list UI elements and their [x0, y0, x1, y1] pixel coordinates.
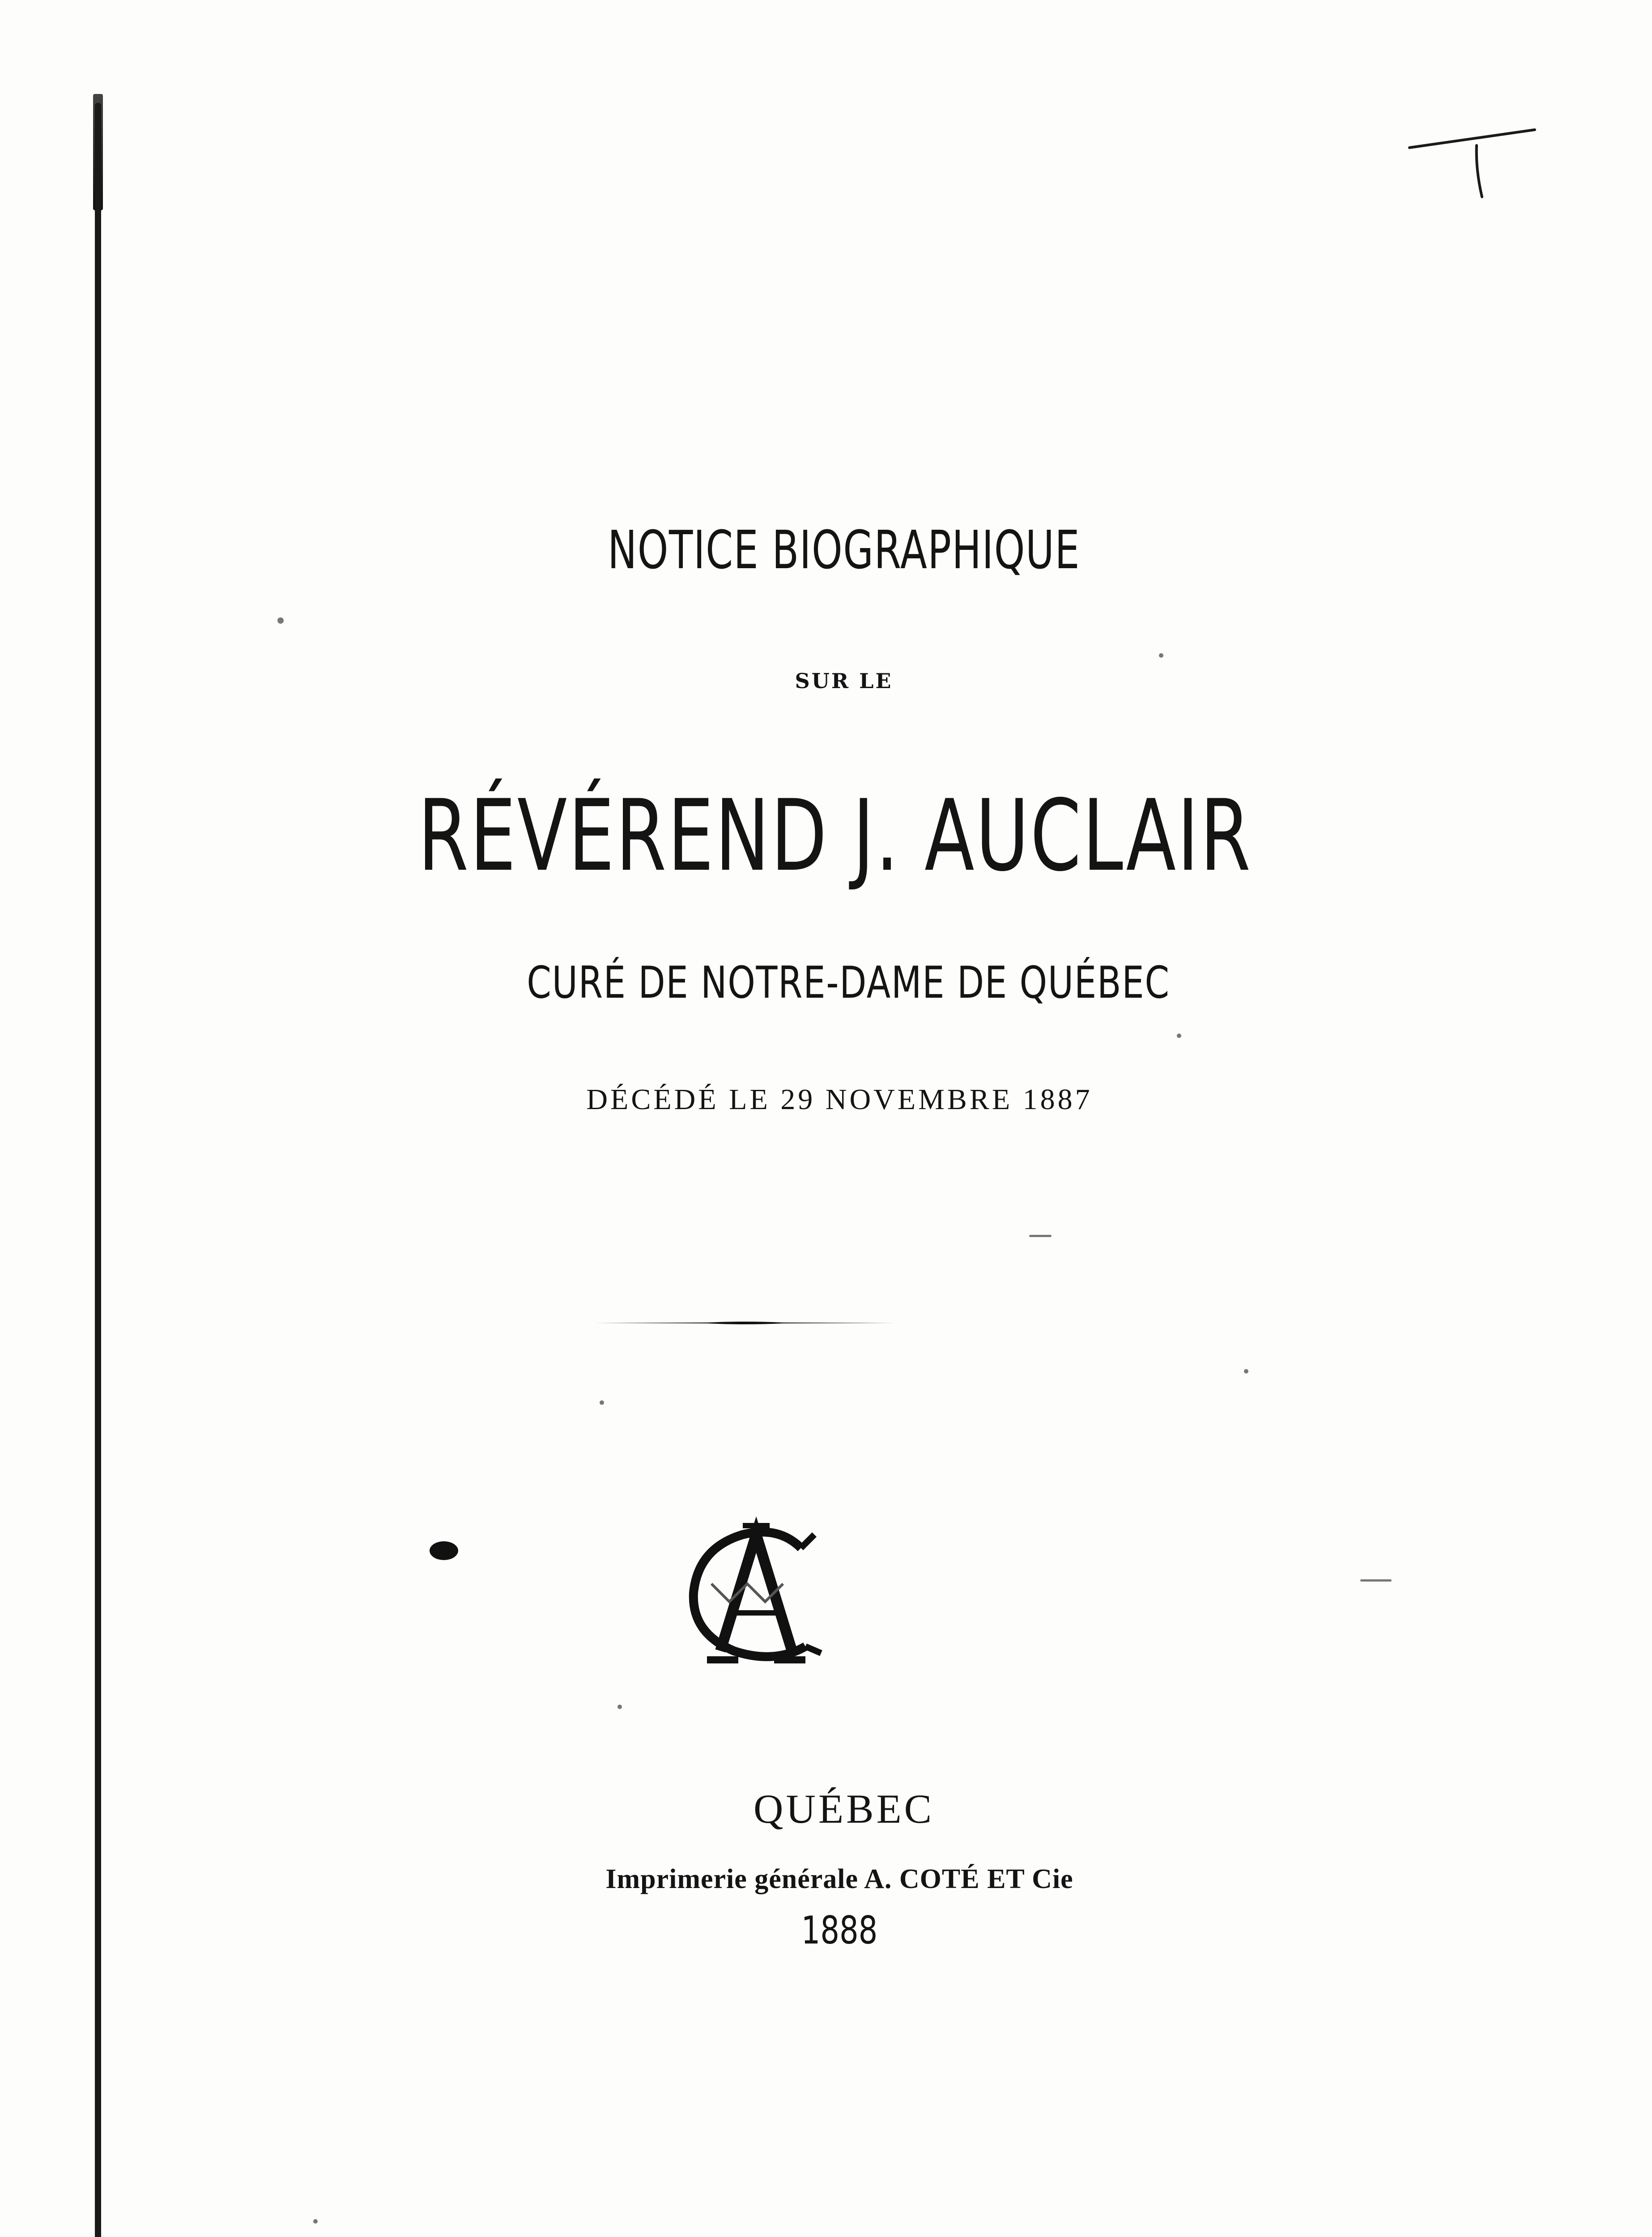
book-title: NOTICE BIOGRAPHIQUE: [608, 519, 1080, 581]
ink-blot: [430, 1541, 458, 1560]
title-connector: SUR LE: [795, 669, 893, 693]
paper-speck: [313, 2219, 318, 2224]
imprint-year: 1888: [801, 1908, 878, 1953]
paper-speck: [617, 1705, 622, 1709]
imprint-city: QUÉBEC: [754, 1786, 934, 1832]
subject-role: CURÉ DE NOTRE-DAME DE QUÉBEC: [527, 957, 1170, 1008]
paper-speck: [1177, 1033, 1181, 1038]
paper-speck: [1159, 653, 1163, 658]
paper-speck: [277, 617, 284, 624]
imprint-printer: Imprimerie générale A. COTÉ ET Cie: [605, 1864, 1073, 1894]
handwritten-t-mark-icon: [1405, 121, 1539, 219]
paper-speck: [1244, 1369, 1248, 1374]
paper-speck: [1360, 1579, 1392, 1582]
binding-edge: [95, 103, 101, 2237]
decorative-rule-icon: [595, 1321, 895, 1325]
printer-monogram-icon: [667, 1517, 855, 1669]
paper-speck: [1029, 1235, 1052, 1237]
death-notice: DÉCÉDÉ LE 29 NOVEMBRE 1887: [586, 1083, 1093, 1116]
subject-name: RÉVÉREND J. AUCLAIR: [418, 778, 1252, 893]
paper-speck: [600, 1400, 604, 1405]
